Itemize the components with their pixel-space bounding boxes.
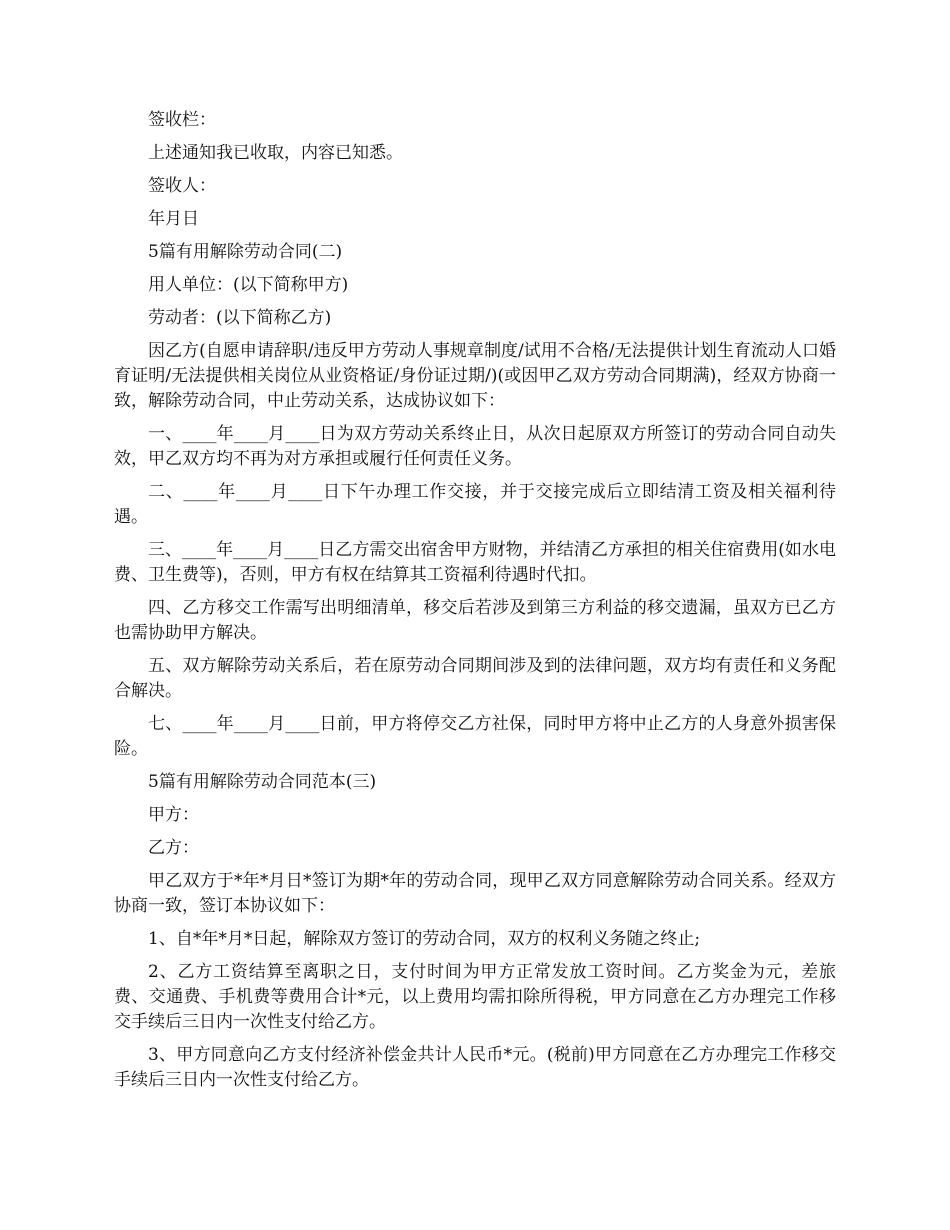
paragraph-agreement-intro: 甲乙双方于*年*月日*签订为期*年的劳动合同，现甲乙双方同意解除劳动合同关系。经双方协商一致，签订本协议如下： <box>114 871 836 916</box>
paragraph-employer: 用人单位：(以下简称甲方) <box>148 275 349 295</box>
clause-3: 三、____年____月____日乙方需交出宿舍甲方财物，并结清乙方承担的相关住宿费用(如水电费、卫生费等)，否则，甲方有权在结算其工资福利待遇时代扣。 <box>114 540 836 585</box>
term-1: 1、自*年*月*日起，解除双方签订的劳动合同，双方的权利义务随之终止; <box>148 929 701 949</box>
paragraph-date: 年月日 <box>148 209 199 229</box>
paragraph-party-a: 甲方： <box>148 805 199 825</box>
clause-5: 五、双方解除劳动关系后，若在原劳动合同期间涉及到的法律问题，双方均有责任和义务配合解决。 <box>114 656 836 701</box>
paragraph-employee: 劳动者：(以下简称乙方) <box>148 308 332 328</box>
clause-1: 一、____年____月____日为双方劳动关系终止日，从次日起原双方所签订的劳动合同自动失效，甲乙双方均不再为对方承担或履行任何责任义务。 <box>114 424 836 469</box>
term-2: 2、乙方工资结算至离职之日，支付时间为甲方正常发放工资时间。乙方奖金为元，差旅费、交通费、手机费等费用合计*元，以上费用均需扣除所得税，甲方同意在乙方办理完工作移交手续后三日内一次性支付给乙方。 <box>114 962 836 1032</box>
section-heading-3: 5篇有用解除劳动合同范本(三) <box>148 772 377 792</box>
clause-7: 七、____年____月____日前，甲方将停交乙方社保，同时甲方将中止乙方的人身意外损害保险。 <box>114 714 836 759</box>
paragraph-reason: 因乙方(自愿申请辞职/违反甲方劳动人事规章制度/试用不合格/无法提供计划生育流动人口婚育证明/无法提供相关岗位从业资格证/身份证过期/)(或因甲乙双方劳动合同期满)，经双方协商一致，解除劳动合同，中止劳动关系，达成协议如下： <box>114 341 836 411</box>
clause-4: 四、乙方移交工作需写出明细清单，移交后若涉及到第三方利益的移交遗漏，虽双方已乙方也需协助甲方解决。 <box>114 598 836 643</box>
section-heading-2: 5篇有用解除劳动合同(二) <box>148 242 343 262</box>
term-3: 3、甲方同意向乙方支付经济补偿金共计人民币*元。(税前)甲方同意在乙方办理完工作移交手续后三日内一次性支付给乙方。 <box>114 1045 836 1090</box>
paragraph-acknowledgement: 上述通知我已收取，内容已知悉。 <box>148 143 403 163</box>
paragraph-signature-section: 签收栏： <box>148 110 216 130</box>
paragraph-party-b: 乙方： <box>148 838 199 858</box>
paragraph-signer: 签收人： <box>148 176 216 196</box>
clause-2: 二、____年____月____日下午办理工作交接，并于交接完成后立即结清工资及相关福利待遇。 <box>114 482 836 527</box>
